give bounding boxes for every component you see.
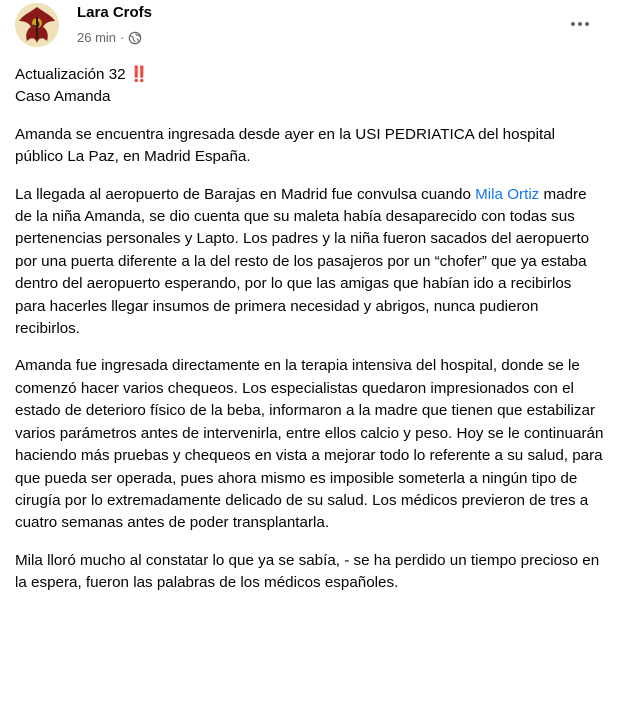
double-exclamation-icon: ‼️ <box>129 66 148 83</box>
avatar-image <box>15 3 59 47</box>
post-header <box>0 0 617 60</box>
post-heading <box>15 64 605 109</box>
author-name[interactable]: Lara Crofs <box>77 4 153 21</box>
paragraph-3: Amanda fue ingresada directamente en la terapia intensiva del hospital, donde se le comenzó hacer varios chequeos. Los especialistas quedaron impresionados con el estado de deterioro físico de la beba, informaron a la madre que tienen que estabilizar varios parámetros antes de intervenirla, entre ellos calcio y peso. Hoy se le continuarán haciendo más pruebas y chequeos en vista a mejorar todo lo referente a su salud, para que pueda ser operada, pues ahora mismo es imposible someterla a ningún tipo de cirugía por lo extremadamente delicado de su salud. Los médicos previeron de tres a cuatro semanas antes de poder transplantarla. <box>15 357 604 532</box>
case-title: Caso Amanda <box>15 88 111 106</box>
post-meta <box>77 30 142 45</box>
paragraph-2-end: madre de la niña Amanda, se dio cuenta que su maleta había desaparecido con todas sus pertenencias personales y Lapto. Los padres y la niña fueron sacados del aeropuerto por una puerta diferente a la del resto de los pasajeros por un “chofer” que ya estaba dentro del aeropuerto esperando, por lo que las amigas que habían ido a recibirlos para hacerles llegar insumos de primera necesidad y abrigos, nunca pudieron recibirlos. <box>15 185 590 338</box>
meta-separator: · <box>120 30 125 45</box>
avatar[interactable] <box>15 3 59 47</box>
mention-link[interactable]: Mila Ortiz <box>475 185 540 203</box>
update-title: Actualización 32 <box>15 66 126 83</box>
post-body <box>15 64 605 610</box>
more-options-button[interactable] <box>562 6 598 42</box>
post-time[interactable]: 26 min <box>77 30 117 45</box>
more-options-icon <box>571 22 575 26</box>
paragraph-4: Mila lloró mucho al constatar lo que ya se sabía, - se ha perdido un tiempo precioso en la espera, fueron las palabras de los médicos españoles. <box>15 551 600 592</box>
globe-icon[interactable] <box>128 31 142 45</box>
paragraph-2 <box>15 184 605 341</box>
paragraph-2-start: La llegada al aeropuerto de Barajas en Madrid fue convulsa cuando <box>15 185 476 203</box>
paragraph-1: Amanda se encuentra ingresada desde ayer en la USI PEDRIATICA del hospital público La Paz, en Madrid España. <box>15 125 556 166</box>
